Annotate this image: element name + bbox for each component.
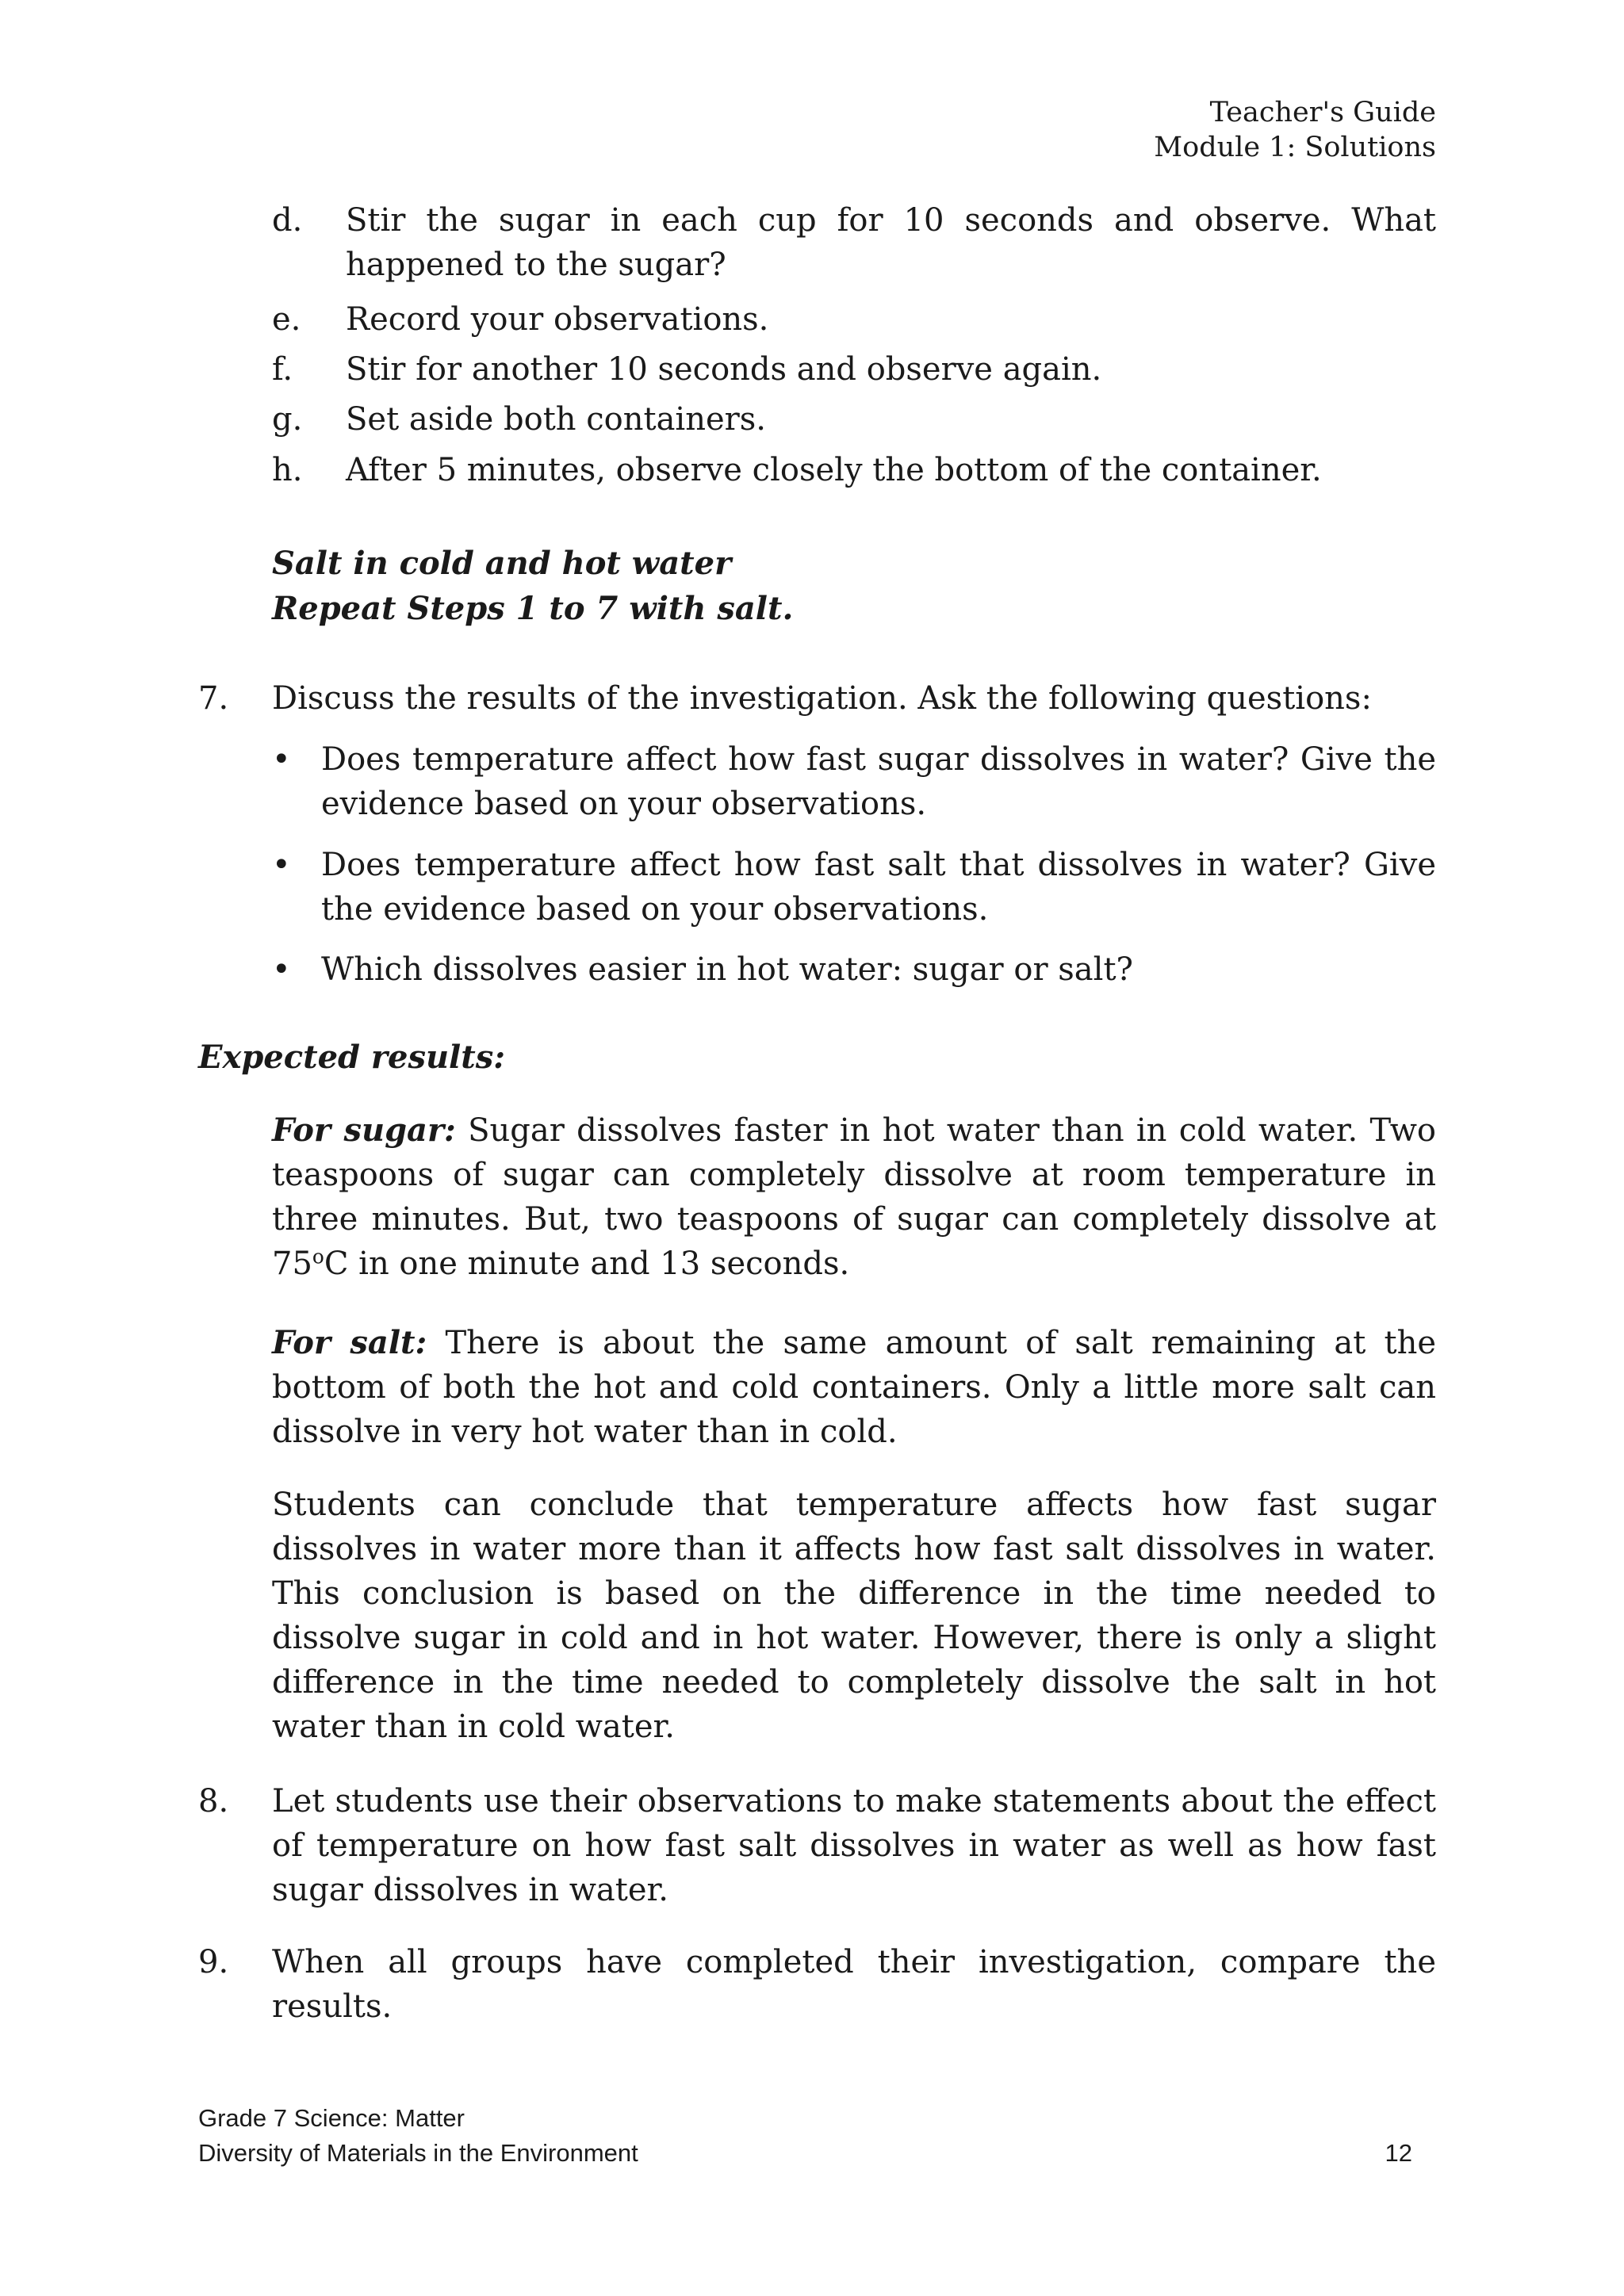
salt-result-text: There is about the same amount of salt remaining at the bottom of both the hot and cold containers. Only a little more salt can dissolve in very hot water than in cold.: [272, 1325, 1437, 1450]
bullet-icon: •: [272, 741, 291, 778]
question-item: Which dissolves easier in hot water: sugar or salt?: [321, 951, 1133, 988]
step-number: 7.: [198, 680, 229, 717]
header-guide-title: Teacher's Guide: [1209, 97, 1436, 128]
step-text: Set aside both containers.: [346, 401, 767, 438]
question-item: Does temperature affect how fast salt that dissolves in water? Give the evidence based on your observations.: [321, 847, 1436, 928]
degree-symbol: o: [312, 1245, 324, 1269]
step-marker: h.: [272, 452, 303, 488]
sugar-label: For sugar:: [272, 1112, 456, 1149]
bullet-icon: •: [272, 847, 291, 883]
page-number: 12: [1385, 2139, 1412, 2167]
step-marker: f.: [272, 351, 293, 388]
footer-course-title: Grade 7 Science: Matter: [198, 2104, 465, 2132]
footer-unit-title: Diversity of Materials in the Environment: [198, 2139, 638, 2167]
page-footer: [198, 2101, 1436, 2171]
salt-result-paragraph: [272, 1321, 1436, 1454]
sugar-result-text-end: C in one minute and 13 seconds.: [324, 1246, 850, 1282]
step7-text: Discuss the results of the investigation. Ask the following questions:: [272, 680, 1372, 717]
step-text: Record your observations.: [346, 301, 769, 338]
step9-text: When all groups have completed their investigation, compare the results.: [272, 1944, 1436, 2025]
step-marker: g.: [272, 401, 303, 438]
sugar-result-text: Sugar dissolves faster in hot water than in cold water. Two teaspoons of sugar can completely dissolve at room temperature in three minutes. But, two teaspoons of sugar can completely dissolve at 75: [272, 1112, 1437, 1282]
sugar-result-paragraph: [272, 1108, 1436, 1286]
salt-section-instruction: Repeat Steps 1 to 7 with salt.: [272, 590, 794, 627]
bullet-icon: •: [272, 951, 291, 988]
step-text: Stir for another 10 seconds and observe again.: [346, 351, 1102, 388]
step-number: 9.: [198, 1944, 229, 1980]
salt-label: For salt:: [272, 1324, 427, 1361]
step-number: 8.: [198, 1783, 229, 1820]
step-text: Stir the sugar in each cup for 10 seconds and observe. What happened to the sugar?: [346, 202, 1436, 283]
expected-results-heading: Expected results:: [198, 1039, 506, 1076]
header-module-title: Module 1: Solutions: [1154, 132, 1436, 163]
step8-text: Let students use their observations to make statements about the effect of temperature on how fast salt dissolves in water as well as how fast sugar dissolves in water.: [272, 1783, 1436, 1908]
page-header: [1154, 95, 1436, 165]
question-item: Does temperature affect how fast sugar dissolves in water? Give the evidence based on your observations.: [321, 741, 1436, 822]
step-text: After 5 minutes, observe closely the bottom of the container.: [346, 452, 1322, 488]
step-marker: e.: [272, 301, 301, 338]
conclusion-paragraph: Students can conclude that temperature affects how fast sugar dissolves in water more than it affects how fast salt dissolves in water. This conclusion is based on the difference in the time needed to dissolve sugar in cold and in hot water. However, there is only a slight difference in the time needed to completely dissolve the salt in hot water than in cold water.: [272, 1487, 1436, 1745]
step-marker: d.: [272, 202, 303, 239]
salt-section-title: Salt in cold and hot water: [272, 545, 732, 582]
